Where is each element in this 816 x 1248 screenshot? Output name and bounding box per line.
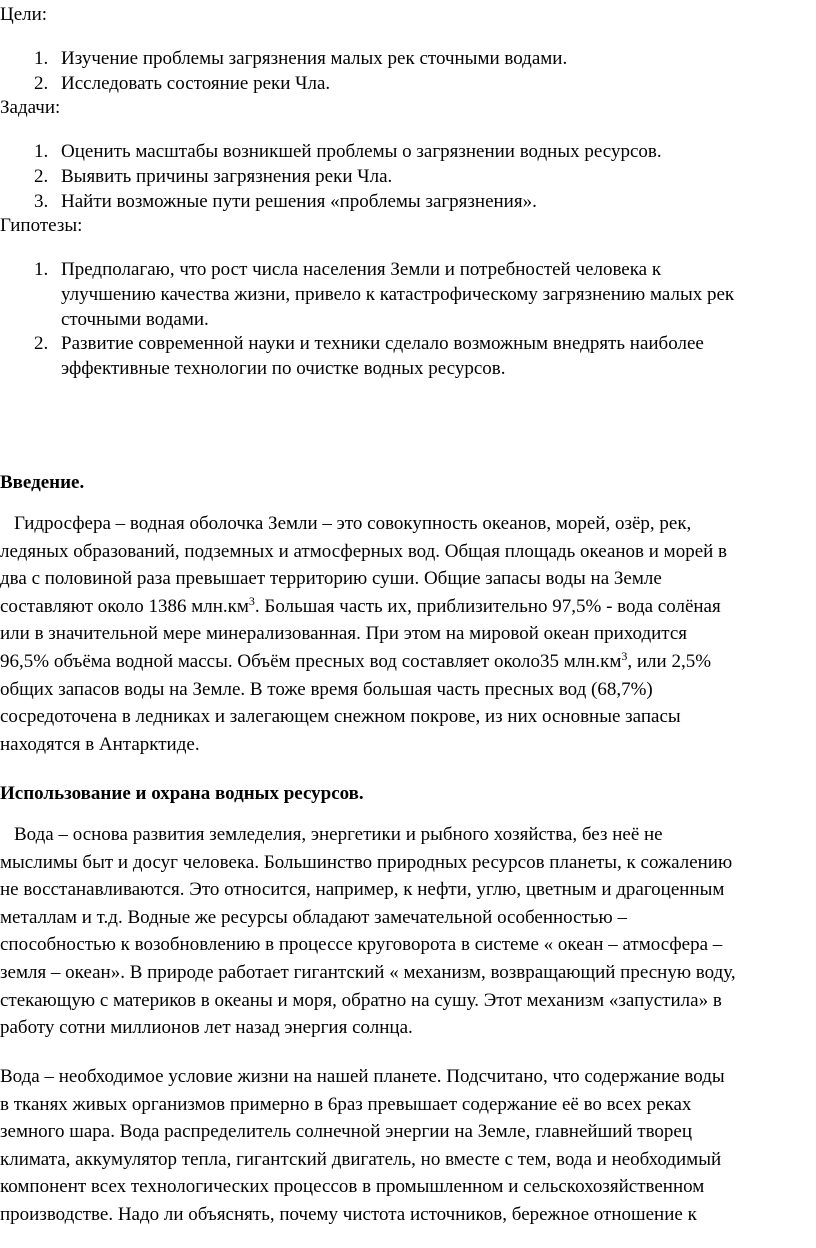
paragraph-line: Вода – необходимое условие жизни на нашей планете. Подсчитано, что содержание воды (0, 1066, 725, 1087)
paragraph-line: металлам и т.д. Водные же ресурсы обладают замечательной особенностью – (0, 906, 627, 928)
list-number: 1. (34, 141, 49, 162)
usage-heading: Использование и охрана водных ресурсов. (0, 783, 364, 804)
list-text: Развитие современной науки и техники сделало возможным внедрять наиболее (61, 333, 704, 354)
paragraph-line: не восстанавливаются. Это относится, например, к нефти, углю, цветным и драгоценным (0, 879, 725, 901)
paragraph-line (0, 593, 816, 621)
list-number: 2. (34, 166, 49, 187)
paragraph-line: два с половиной раза превышает территорию суши. Общие запасы воды на Земле (0, 568, 662, 590)
usage-paragraph-1 (0, 821, 816, 1042)
paragraph-line: находятся в Антарктиде. (0, 733, 200, 755)
intro-heading: Введение. (0, 472, 85, 493)
text-fragment: составляют около 1386 млн.км (0, 595, 249, 617)
list-number: 1. (34, 259, 49, 280)
paragraph-line: стекающую с материков в океаны и моря, обратно на сушу. Этот механизм «запустила» в (0, 989, 722, 1011)
tasks-heading: Задачи: (0, 97, 61, 118)
list-number: 1. (34, 48, 49, 69)
list-number: 2. (34, 333, 49, 354)
goals-heading: Цели: (0, 4, 48, 25)
paragraph-line: сосредоточена в ледниках и залегающем снежном покрове, из них основные запасы (0, 706, 681, 728)
paragraph-line: или в значительной мере минерализованная. При этом на мировой океан приходится (0, 623, 688, 645)
paragraph-line: производстве. Надо ли объяснять, почему чистота источников, бережное отношение к (0, 1203, 697, 1225)
list-number: 3. (34, 191, 49, 212)
list-text: Изучение проблемы загрязнения малых рек сточными водами. (61, 48, 568, 69)
paragraph-line (0, 648, 816, 676)
paragraph-line: в тканях живых организмов примерно в 6раз превышает содержание её во всех реках (0, 1093, 692, 1115)
paragraph-line: Вода – основа развития земледелия, энергетики и рыбного хозяйства, без неё не (14, 824, 663, 845)
list-text: Предполагаю, что рост числа населения Земли и потребностей человека к (61, 259, 662, 280)
list-text: Исследовать состояние реки Чла. (61, 73, 331, 94)
paragraph-line: земля – океан». В природе работает гигантский « механизм, возвращающий пресную воду, (0, 961, 736, 983)
list-text: улучшению качества жизни, привело к катастрофическому загрязнению малых рек (61, 284, 735, 305)
list-text: сточными водами. (61, 309, 209, 330)
text-fragment: , или 2,5% (627, 650, 712, 672)
paragraph-line: Гидросфера – водная оболочка Земли – это совокупность океанов, морей, озёр, рек, (14, 513, 692, 534)
usage-paragraph-2 (0, 1063, 816, 1229)
text-fragment: 96,5% объёма водной массы. Объём пресных вод составляет около35 млн.км (0, 650, 622, 672)
paragraph-line: способностью к возобновлению в процессе круговорота в системе « океан – атмосфера – (0, 934, 723, 956)
list-text: Выявить причины загрязнения реки Чла. (61, 166, 393, 187)
list-text: эффективные технологии по очистке водных ресурсов. (61, 358, 506, 379)
superscript: 3 (248, 593, 255, 608)
paragraph-line: общих запасов воды на Земле. В тоже время большая часть пресных вод (68,7%) (0, 678, 653, 700)
paragraph-line: работу сотни миллионов лет назад энергия солнца. (0, 1017, 413, 1039)
hypotheses-heading: Гипотезы: (0, 215, 83, 236)
intro-paragraph (0, 510, 816, 758)
list-number: 2. (34, 73, 49, 94)
paragraph-line: ледяных образований, подземных и атмосферных вод. Общая площадь океанов и морей в (0, 540, 728, 562)
paragraph-line: климата, аккумулятор тепла, гигантский двигатель, но вместе с тем, вода и необходимый (0, 1148, 722, 1170)
paragraph-line: земного шара. Вода распределитель солнечной энергии на Земле, главнейший творец (0, 1121, 693, 1143)
text-fragment: . Большая часть их, приблизительно 97,5% - вода солёная (254, 595, 721, 617)
list-text: Оценить масштабы возникшей проблемы о загрязнении водных ресурсов. (61, 141, 662, 162)
paragraph-line: мыслимы быт и досуг человека. Большинство природных ресурсов планеты, к сожалению (0, 851, 733, 873)
paragraph-line: компонент всех технологических процессов в промышленном и сельскохозяйственном (0, 1176, 705, 1198)
superscript: 3 (621, 648, 628, 663)
list-text: Найти возможные пути решения «проблемы загрязнения». (61, 191, 537, 212)
